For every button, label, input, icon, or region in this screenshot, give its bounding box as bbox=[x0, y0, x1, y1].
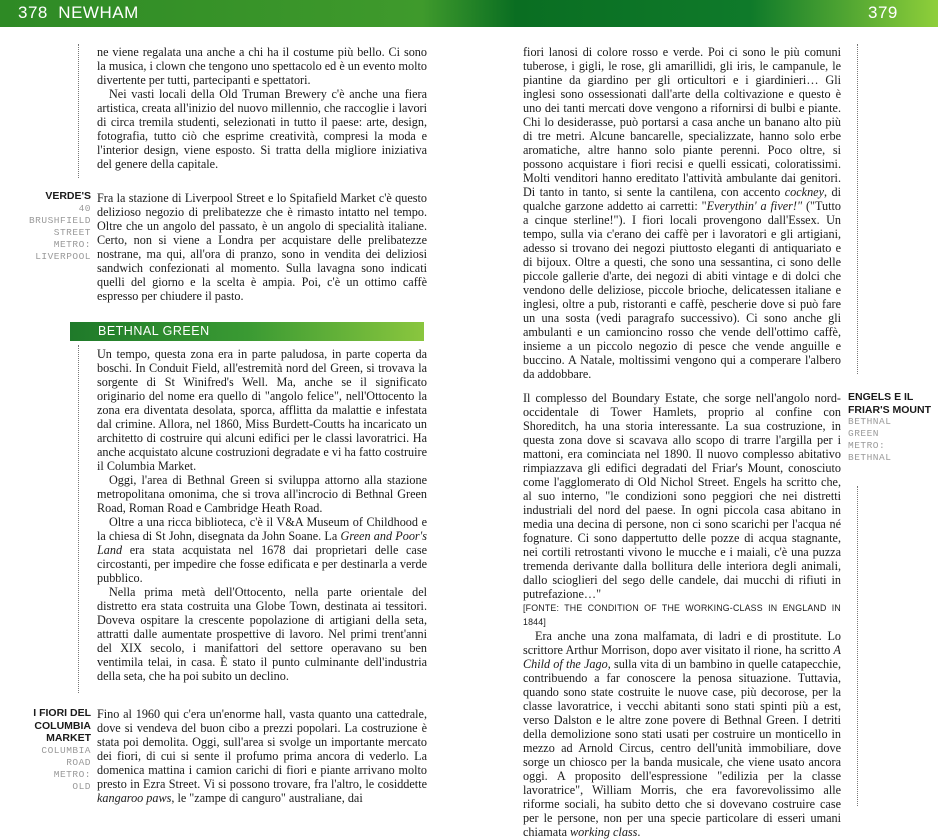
margin-rule bbox=[78, 44, 79, 178]
engels-sidebar bbox=[848, 391, 936, 464]
text-run: , sulla vita di un bambino in quelle catapecchie, contribuendo a far conoscere la penosa situazione. Tuttavia, quando sono state costruite le nuove case, più decorose, per la classe lavoratrice, i vecchi abitanti sono stati spinti più a est, verso Dalston e le altre zone povere di Bethnal Green. I detriti della demolizione sono stati usati per costruire un monticello in mezzo ad Arnold Circus, centro dell'unità immobiliare, dove sorge un chiosco per la banda musicale, che viene usato ancora oggi. A proposito dell'espressione "edilizia per la classe lavoratrice", William Morris, che era favorevolissimo alle riforme sociali, ha subito detto che si dovevano costruire case per le persone, non per una specie particolare di esseri umani chiamata bbox=[523, 657, 841, 839]
bethnal-paragraph: Oggi, l'area di Bethnal Green si sviluppa attorno alla stazione metropolitana omonima, che si trova all'incrocio di Bethnal Green Road, Roman Road e Cambridge Heath Road. bbox=[97, 473, 427, 515]
verdes-text-block bbox=[97, 191, 427, 303]
intro-text-block bbox=[97, 45, 427, 171]
intro-paragraph: Nei vasti locali della Old Truman Brewery c'è anche una fiera artistica, creata all'inizio del nuovo millennio, che raccoglie i lavori di circa tremila studenti, selezionati in tutto il paese: arte, design, fotografia, tutto ciò che esprime creatività, compresi la moda e l'interior design, viene esposto. Si tratta della migliore iniziativa del genere della capitale. bbox=[97, 87, 427, 171]
text-run: . bbox=[637, 825, 641, 839]
bethnal-green-text-block bbox=[97, 347, 427, 683]
fiori-text-block bbox=[97, 707, 427, 805]
text-run: era stata acquistata nel 1678 dai proprietari delle case circostanti, per impedire che fosse edificata e per destinarla a verde pubblico. bbox=[97, 543, 427, 585]
italic-text-run: Everythin' a fiver!" bbox=[706, 199, 803, 213]
bethnal-paragraph: Un tempo, questa zona era in parte paludosa, in parte coperta da boschi. In Conduit Field, all'estremità nord del Green, si trovava la sorgente di St Winifred's Well. Ma, anche se il significato originario del nome era quello di "angolo felice", nell'Ottocento la zona era diventata desolata, sporca, afflitta da malattie e infestata dal crimine. Allora, nel 1860, Miss Burdett-Coutts ha incaricato un architetto di costruire qui alcuni edifici per le classi lavoratrici. Ha anche acquistato alcune costruzioni degradate e vi ha fatto costruire il Columbia Market. bbox=[97, 347, 427, 473]
section-title-bar bbox=[70, 322, 424, 341]
text-run: ("Tutto a cinque sterline!"). I fiori locali provengono dall'Essex. Un tempo, sulla via c'erano dei caffè per i lavoratori e gli artigiani, adesso si trovano dei negozi piuttosto eleganti di antiquariato e di bijoux. Oltre a questi, che sono una sessantina, ci sono delle piccole gallerie d'arte, dei negozi di abiti vintage e di dolci che vendono delle deliziose, piccole brioche, delicatessen italiane e inglesi, oltre a pub, ristoranti e caffè, pescherie dove si può fare un una sosta (vedi paragrafo successivo). Ci sono anche gli ambulanti e un camioncino rosso che vende dell'ottimo caffè, insieme a un piccolo negozio di pesce che vende anguille e buccino. A Natale, moltissimi vengono qui a comperare l'albero da addobbare. bbox=[523, 199, 841, 381]
left-page-header: 378 NEWHAM bbox=[18, 3, 139, 22]
source-citation: [FONTE: THE CONDITION OF THE WORKING-CLASS IN ENGLAND IN 1844] bbox=[523, 603, 841, 627]
right-text-block-1 bbox=[523, 45, 841, 381]
text-run: Fino al 1960 qui c'era un'enorme hall, vasta quanto una cattedrale, dove si vendeva del buon cibo a prezzi popolari. La costruzione è stata poi demolita. Oggi, sull'area si svolge un importante mercato dei fiori, di cui si sente il profumo prima ancora di vederlo. La domenica mattina i camion carichi di fiori e piante arrivano molto presto in Ezra Street. Vi si possono trovare, fra l'altro, le cosiddette bbox=[97, 707, 427, 791]
intro-paragraph: ne viene regalata una anche a chi ha il costume più bello. Ci sono la musica, i clown che tengono uno spettacolo ed è un evento molto divertente per tutti, partecipanti e spettatori. bbox=[97, 45, 427, 87]
right-text-block-2 bbox=[523, 391, 841, 839]
text-run: , le "zampe di canguro" australiane, dai bbox=[171, 791, 363, 805]
italic-text-run: A Child of the Jago bbox=[523, 643, 841, 671]
fiori-paragraph bbox=[97, 707, 427, 805]
fiori-title-line: MARKET bbox=[46, 732, 91, 744]
margin-rule bbox=[857, 486, 858, 806]
right-page-number: 379 bbox=[868, 3, 898, 22]
verdes-address-line: METRO: bbox=[53, 238, 91, 250]
text-run: fiori lanosi di colore rosso e verde. Poi ci sono le più comuni tuberose, i gigli, le rose, gli amarillidi, gli iris, le campanule, le piantine da giardino per gli orticultori e i giardinieri… Gli inglesi sono ossessionati dall'arte della coltivazione e questo è uno dei tanti mercati dove vengono a rifornirsi di bulbi e piante. Chi lo desiderasse, può portarsi a casa anche un banano alto più di tre metri. Alcune bancarelle, specializzate, hanno solo erbe aromatiche, altre hanno solo piante perenni. Poco oltre, si possono acquistare i fiori recisi e quelli essicati, coloratissimi. Molti venditori hanno ereditato l'attività ambulante dai genitori. Di tanto in tanto, si sente la cantilena, con accento bbox=[523, 45, 841, 199]
verdes-address-line: 40 bbox=[78, 202, 91, 214]
margin-rule bbox=[78, 345, 79, 693]
engels-address-line: BETHNAL bbox=[848, 452, 892, 463]
italic-text-run: cockney bbox=[784, 185, 825, 199]
fiori-title-line: I FIORI DEL bbox=[33, 707, 91, 719]
verdes-paragraph: Fra la stazione di Liverpool Street e lo Spitafield Market c'è questo delizioso negozio di prelibatezze che è rimasto intatto nel tempo. Oltre che un angolo del passato, è un angolo di specialità italiane. Certo, non si viene a Londra per acquistare delle prelibatezze nostrane, ma qui, all'ora di pranzo, sono in vendita dei deliziosi sandwich confezionati al momento. Sulla lavagna sono indicati quelli del giorno e la scelta è ampia. Poi, c'è un ottimo caffè espresso per chiudere il pasto. bbox=[97, 191, 427, 303]
fiori-title-line: COLUMBIA bbox=[34, 719, 91, 732]
fiori-address-line: METRO: bbox=[53, 768, 91, 780]
engels-address-line: BETHNAL bbox=[848, 416, 892, 427]
fiori-sidebar bbox=[8, 707, 91, 793]
page-header-bar bbox=[0, 0, 938, 27]
verdes-title: VERDE'S bbox=[45, 190, 91, 202]
engels-address-line: GREEN bbox=[848, 428, 880, 439]
verdes-sidebar bbox=[8, 190, 91, 263]
fiori-address-line: COLUMBIA bbox=[41, 744, 91, 756]
italic-text-run: kangaroo paws bbox=[97, 791, 172, 805]
engels-paragraph: Il complesso del Boundary Estate, che sorge nell'angolo nord-occidentale di Tower Hamlets, proprio al confine con Shoreditch, ha una storia interessante. La sua costruzione, in questa zona dove si scavava allo scopo di trarre l'argilla per i mattoni, era cominciata nel 1890. Il nuovo complesso abitativo rimpiazzava gli edifici degradati del Friar's Mount, conosciuto come l'agglomerato di Old Nichol Street. Engels ha scritto che, al suo interno, "le condizioni sono peggiori che nei distretti industriali del nord del paese. In ogni piccola casa abitano in media una decina di persone, non ci sono scarichi per l'acqua né fognature. Ci sono dappertutto delle pozze di acqua stagnante, nei cortili retrostanti vivono le mucche e i maiali, c'è una puzza tremenda derivante dalla bollitura delle interiora degli animali, dallo scioglieri del sego delle candele, dai mucchi di rifiuti in putrefazione…" bbox=[523, 391, 841, 601]
text-run: Oltre a una ricca biblioteca, c'è il V&A Museum of Childhood e la chiesa di St John, disegnata da John Soane. La bbox=[97, 515, 427, 543]
engels-address-line: METRO: bbox=[848, 440, 886, 451]
right-paragraph bbox=[523, 629, 841, 839]
margin-rule bbox=[857, 44, 858, 374]
verdes-address-line: LIVERPOOL bbox=[35, 250, 91, 262]
italic-text-run: Green and Poor's Land bbox=[97, 529, 428, 557]
italic-text-run: working class bbox=[570, 825, 638, 839]
fiori-address-line: OLD bbox=[72, 780, 91, 792]
engels-title-line: FRIAR'S MOUNT bbox=[848, 403, 931, 416]
verdes-address-line: STREET bbox=[53, 226, 91, 238]
bethnal-paragraph bbox=[97, 515, 427, 585]
section-title: BETHNAL GREEN bbox=[98, 324, 210, 338]
text-run: Era anche una zona malfamata, di ladri e di prostitute. Lo scrittore Arthur Morrison, dopo aver visitato il rione, ha scritto bbox=[523, 629, 841, 657]
bethnal-paragraph: Nella prima metà dell'Ottocento, nella parte orientale del distretto era stata costruita una Globe Town, destinata ai tessitori. Doveva ospitare la crescente popolazione di artigiani della seta, attratti dalle aumentate prospettive di lavoro. Nel primi trent'anni del XIX secolo, i manifattori del settore operavano su ben ventimila telai, in casa. È stato il punto culminante dell'industria della seta, che ha poi subito un declino. bbox=[97, 585, 427, 683]
engels-title-line: ENGELS E IL bbox=[848, 391, 914, 403]
right-paragraph bbox=[523, 45, 841, 381]
verdes-address-line: BRUSHFIELD bbox=[28, 214, 91, 226]
text-run: , di qualche garzone addetto ai carretti: " bbox=[523, 185, 841, 213]
fiori-address-line: ROAD bbox=[66, 756, 91, 768]
